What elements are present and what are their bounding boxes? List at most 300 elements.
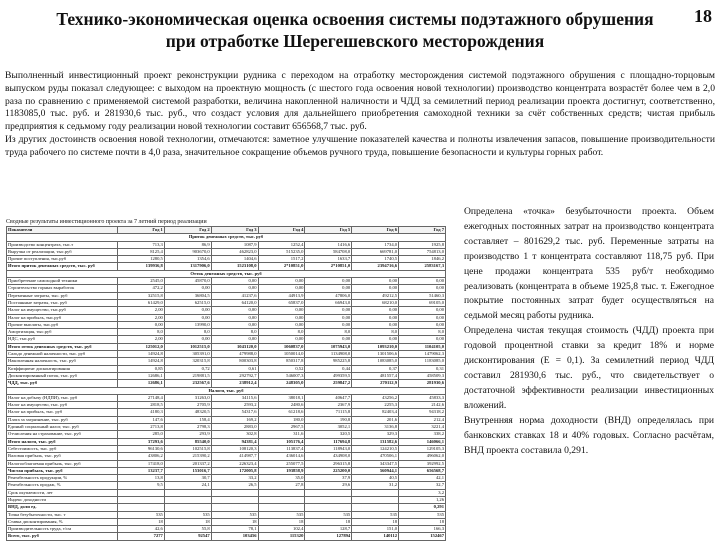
table-cell: 94318,2 [399, 409, 446, 416]
table-cell: Год 7 [399, 227, 446, 234]
table-cell: 0,00 [305, 307, 352, 314]
table-cell: 62515,0 [164, 299, 211, 306]
table-section-row [7, 234, 446, 241]
table-cell: 180,0 [258, 416, 305, 423]
table-cell: 1416,6 [305, 241, 352, 248]
table-cell: 12686,1 [118, 372, 165, 379]
table-row [7, 511, 446, 518]
table-cell: 238912,4 [211, 380, 258, 387]
table-row [7, 431, 446, 438]
table-cell: 0,00 [305, 285, 352, 292]
table-cell: 26,5 [211, 482, 258, 489]
table-cell: 0,00 [305, 321, 352, 328]
table-row-label: Итого налоги, тыс. руб [7, 438, 118, 445]
table-row-label: Налог на имущество, тыс. руб [7, 402, 118, 409]
table-row [7, 351, 446, 358]
table-row [7, 482, 446, 489]
table-cell: 0,00 [352, 336, 399, 343]
table-cell [352, 489, 399, 496]
table-section-title: Приток денежных средств, тыс. руб [7, 234, 446, 241]
table-row [7, 358, 446, 365]
table-cell: 0,00 [258, 307, 305, 314]
table-row [7, 518, 446, 525]
table-cell: 281930,6 [399, 380, 446, 387]
table-cell: 296315,8 [305, 460, 352, 467]
table-cell: 1523108,0 [211, 263, 258, 270]
table-cell: 43806,2 [118, 453, 165, 460]
table-cell: 462823,0 [211, 248, 258, 255]
table-cell: 32515,8 [118, 292, 165, 299]
table-cell: 1479062,3 [399, 351, 446, 358]
table-row-label: Постоянные затраты, тыс. руб [7, 299, 118, 306]
table-cell: 1404,6 [211, 256, 258, 263]
table-row-label: НДС, тыс.руб [7, 336, 118, 343]
table-cell: 1354,6 [164, 256, 211, 263]
table-row-label: ВНД, доли ед. [7, 504, 118, 511]
table-cell: 2713,8 [118, 424, 165, 431]
table-cell [305, 496, 352, 503]
table-row [7, 424, 446, 431]
table-cell: 24,1 [164, 482, 211, 489]
side-text [464, 205, 714, 458]
table-cell: 48320,5 [164, 409, 211, 416]
table-row [7, 256, 446, 263]
table-cell: 151,0 [352, 526, 399, 533]
table-cell: 31,2 [352, 482, 399, 489]
table-cell: 0,00 [399, 314, 446, 321]
table-cell: 125012,0 [118, 343, 165, 350]
table-cell: 13237,7 [118, 467, 165, 474]
table-cell: 0,44 [305, 365, 352, 372]
table-cell: 458509,3 [399, 372, 446, 379]
table-cell: 0,00 [164, 336, 211, 343]
table-cell: 33,2 [211, 475, 258, 482]
table-row-label: Чистая прибыль, тыс. руб [7, 467, 118, 474]
table-cell: 292792,7 [211, 372, 258, 379]
table-cell: 0,00 [352, 321, 399, 328]
table-cell: Год 2 [164, 227, 211, 234]
table-cell: 2705,9 [164, 402, 211, 409]
table-row-label: Строительство горных выработок [7, 285, 118, 292]
table-cell: 0,00 [352, 285, 399, 292]
table-row-label: Налог на прибыль, тыс. руб [7, 409, 118, 416]
table-cell: 3221,4 [399, 424, 446, 431]
intro-paragraph: Из других достоинств освоения новой технологии, отмечаются: заметное улучшение показателей качества и полноты извлечения запасов, повышение производительности труда рабочего по системе почти в 4,0 раза, значительное сокращение объемов ручного труда, повышение безопасности и культуры горных работ. [5, 133, 715, 158]
table-cell: 479988,0 [211, 351, 258, 358]
table-cell: 0,00 [399, 278, 446, 285]
table-cell: 226323,4 [211, 460, 258, 467]
table-cell: 414987,7 [211, 453, 258, 460]
table-cell: 153016,7 [164, 467, 211, 474]
table-cell: 560944,1 [352, 467, 399, 474]
table-row-label: ЧДД, тыс. руб [7, 380, 118, 387]
table-cell: 40,5 [352, 475, 399, 482]
table-cell: 64120,0 [211, 299, 258, 306]
table-row-label: Приобретение самоходной техники [7, 278, 118, 285]
table-row [7, 299, 446, 306]
table-cell: 41237,6 [211, 292, 258, 299]
table-cell: 32,7 [399, 482, 446, 489]
table-cell: 113837,4 [258, 445, 305, 452]
table-section-title: Отток денежных средств, тыс. руб [7, 270, 446, 277]
table-row-label: Налог на имущество, тыс.руб [7, 307, 118, 314]
table-cell: 158,4 [164, 416, 211, 423]
table-cell: 850317,8 [258, 358, 305, 365]
table-cell: 66943,0 [305, 299, 352, 306]
table-cell: 1083085,0 [352, 358, 399, 365]
table-cell: 434908,0 [305, 453, 352, 460]
table-cell: 1050014,0 [258, 351, 305, 358]
table-row [7, 314, 446, 321]
table-row [7, 292, 446, 299]
table-cell: 0,00 [305, 336, 352, 343]
table-cell: 1012515,0 [164, 343, 211, 350]
table-cell: 146066,1 [399, 438, 446, 445]
table-row-label: Рентабельность продаж, % [7, 482, 118, 489]
table-cell: 2394716,6 [352, 263, 399, 270]
table-cell: 0,00 [258, 278, 305, 285]
table-cell: 285,0 [118, 431, 165, 438]
table-cell: 2367,9 [305, 402, 352, 409]
table-cell: 92547 [164, 533, 211, 540]
table-cell: 117694,8 [305, 438, 352, 445]
table-cell: 68210,0 [352, 299, 399, 306]
table-row [7, 248, 446, 255]
table-cell: 311,6 [258, 431, 305, 438]
table-cell: 1846,2 [399, 256, 446, 263]
table-cell: 270112,9 [352, 380, 399, 387]
table-cell: 78,1 [211, 526, 258, 533]
table-cell: 44913,9 [258, 292, 305, 299]
table-cell: 38018,1 [258, 394, 305, 401]
table-header-row [7, 227, 446, 234]
table-cell: 103456 [211, 533, 258, 540]
table-cell: 13,8 [118, 475, 165, 482]
table-cell: 9,5 [118, 482, 165, 489]
table-row [7, 526, 446, 533]
table-cell: 2,00 [118, 307, 165, 314]
table-row [7, 278, 446, 285]
table-cell: 2883,0 [211, 424, 258, 431]
table-row [7, 416, 446, 423]
table-cell [211, 489, 258, 496]
table-cell: 1104105,0 [399, 343, 446, 350]
table-cell [118, 489, 165, 496]
table-cell: 535 [211, 511, 258, 518]
table-cell: 0,291 [399, 504, 446, 511]
table-row-label: Индекс доходности [7, 496, 118, 503]
table-cell: 54317,6 [211, 409, 258, 416]
table-cell: 1734,0 [352, 241, 399, 248]
table-cell: Год 6 [352, 227, 399, 234]
table-row-label: Коэффициент дисконтирования [7, 365, 118, 372]
table-cell: Год 3 [211, 227, 258, 234]
table-cell: 118943,0 [305, 445, 352, 452]
table-row-label: Себестоимость, тыс. руб [7, 445, 118, 452]
table-cell: 584708,0 [305, 248, 352, 255]
table-cell: 0,85 [118, 365, 165, 372]
table-cell: 1280,5 [118, 256, 165, 263]
table-cell: 0,00 [258, 321, 305, 328]
table-cell: 45870,0 [164, 278, 211, 285]
table-row [7, 438, 446, 445]
table-cell: 0,72 [164, 365, 211, 372]
table-cell: 65837,0 [258, 299, 305, 306]
table-cell: 61429,0 [118, 299, 165, 306]
table-cell: 255077,5 [258, 460, 305, 467]
table-cell: 12686,1 [118, 380, 165, 387]
table-cell: 470506,1 [352, 453, 399, 460]
table-row-label: Налог на прибыль, тыс.руб [7, 314, 118, 321]
table-row-label: Производительность труда, т/см [7, 526, 118, 533]
table-row-label: Отчисления на страхование, тыс. руб [7, 431, 118, 438]
table-cell: 248305,0 [258, 380, 305, 387]
table-cell: 0,00 [211, 285, 258, 292]
table-cell: 496062,0 [399, 453, 446, 460]
table-cell: 0,00 [399, 321, 446, 328]
table-cell: 259847,2 [305, 380, 352, 387]
table-row-label: Итого приток денежных средств, тыс. руб [7, 263, 118, 270]
table-cell: 127894 [305, 533, 352, 540]
table-cell: 37293,6 [118, 438, 165, 445]
table-cell: 535 [164, 511, 211, 518]
table-row [7, 394, 446, 401]
intro-paragraph: Выполненный инвестиционный проект реконструкции рудника с переходом на отработку месторождения системой подэтажного обрушения с площадно-торцовым выпуском руды показал следующее: с выходом на проектную мощность (с шестого года освоения новой технологии) производство концентрата возрастёт более чем в 2,0 раза по сравнению с применяемой системой разработки, величина накопленной наличности и ЧДД за семилетний период реализации проекта достигнут, соответственно, 1183085,0 тыс. руб. и 281930,6 тыс. руб., что создаст условия для дальнейшего приобретения самоходной техники за счёт собственных средств; чистая прибыль предприятия к седьмому году реализации новой технологии составит 656568,7 тыс. руб. [5, 70, 715, 133]
table-cell: 338,2 [399, 431, 446, 438]
table-cell: 1093210,0 [352, 343, 399, 350]
table-cell: 2967,5 [258, 424, 305, 431]
table-row [7, 489, 446, 496]
table-cell [305, 489, 352, 496]
table-cell: 2142,6 [399, 402, 446, 409]
table-cell: 2545,0 [118, 278, 165, 285]
table-row [7, 321, 446, 328]
table-cell: 754813,0 [399, 248, 446, 255]
table-row [7, 372, 446, 379]
table-cell: 86,9 [164, 241, 211, 248]
table-cell: 320,5 [305, 431, 352, 438]
table-cell: 2255,3 [352, 402, 399, 409]
table-cell: 656568,7 [399, 467, 446, 474]
table-cell: 35,0 [258, 475, 305, 482]
table-cell: 0,37 [352, 365, 399, 372]
table-section-row [7, 387, 446, 394]
table-row-label: Срок окупаемости, лет [7, 489, 118, 496]
table-row-label: Накопленная наличность, тыс. руб [7, 358, 118, 365]
table-cell: 669781,0 [352, 248, 399, 255]
table-section-row [7, 270, 446, 277]
table-cell: 0,00 [164, 307, 211, 314]
table-row [7, 496, 446, 503]
table-cell: 0,00 [399, 285, 446, 292]
table-cell: 140112 [352, 533, 399, 540]
table-row [7, 329, 446, 336]
table-row [7, 343, 446, 350]
table-cell: 69105,0 [399, 299, 446, 306]
table-cell [118, 496, 165, 503]
table-row [7, 380, 446, 387]
table-cell: 329,3 [352, 431, 399, 438]
table-cell: 55,8 [164, 526, 211, 533]
table-cell: 0,61 [211, 365, 258, 372]
table-cell [305, 504, 352, 511]
table-cell: 1134908,0 [305, 351, 352, 358]
table-cell: 61218,6 [258, 409, 305, 416]
table-cell: 124210,5 [352, 445, 399, 452]
table-cell: 51460,3 [399, 292, 446, 299]
table-cell: 232567,6 [164, 380, 211, 387]
table-cell: 31263,0 [164, 394, 211, 401]
table-cell: 8,0 [399, 329, 446, 336]
table-cell: 1043120,0 [211, 343, 258, 350]
table-cell: 1633,7 [305, 256, 352, 263]
side-paragraph: Определена «точка» безубыточности проекта. Объем ежегодных постоянных затрат на производство концентрата составляет – 801629,2 тыс. руб. Переменные затраты на производство 1 т концентрата составляют 118,75 руб. При цене продажи концентрата 535 руб/т необходимо реализовать (концентрата в объеме 1925,8 тыс. т. Ежегодное покрытие постоянных затрат будет осуществляться на седьмой месяц работы рудника. [464, 206, 714, 322]
table-cell: 166,3 [399, 526, 446, 533]
table-cell: 47806,0 [305, 292, 352, 299]
table-row [7, 402, 446, 409]
table-row-label: Плата за загрязнение, тыс. руб [7, 416, 118, 423]
table-cell: 193858,9 [258, 467, 305, 474]
table-cell: 128,7 [305, 526, 352, 533]
side-paragraph: Определена чистая текущая стоимость (ЧДД) проекта при годовой процентной ставки за кредит 18% и норме дисконтирования (Е = 0,1). За семилетний период ЧДД составил 281930,6 тыс. руб., что свидетельствует о достаточной эффективности реализации инвестиционных вложений. [464, 325, 714, 411]
table-cell: 3,2 [399, 489, 446, 496]
table-cell: 8,0 [211, 329, 258, 336]
table-cell: 49212,5 [352, 292, 399, 299]
table-cell: 903670,0 [164, 248, 211, 255]
table-row [7, 467, 446, 474]
table-cell: 305391,0 [164, 351, 211, 358]
table-row-label: Прочие выплаты, тыс.руб [7, 321, 118, 328]
table-cell: 535 [399, 511, 446, 518]
table-row [7, 263, 446, 270]
table-cell: 85540,0 [164, 438, 211, 445]
table-cell: 147,6 [118, 416, 165, 423]
table-cell: 2593,2 [211, 402, 258, 409]
table-cell: 45833,3 [399, 394, 446, 401]
table-cell: 30,7 [164, 475, 211, 482]
table-row-label: Налогооблагаемая прибыль, тыс. руб [7, 460, 118, 467]
table-cell [258, 504, 305, 511]
table-cell: 225200,0 [305, 467, 352, 474]
table-cell [258, 496, 305, 503]
table-row [7, 409, 446, 416]
table-cell: 172005,8 [211, 467, 258, 474]
table-section-title: Налоги, тыс. руб [7, 387, 446, 394]
table-row-label: Сальдо денежной наличности, тыс. руб [7, 351, 118, 358]
table-caption: Сводные результаты инвестиционного проекта за 7 летний период реализации [6, 219, 207, 225]
table-cell: 546007,3 [258, 372, 305, 379]
table-cell: 37,9 [305, 475, 352, 482]
table-cell: 219881,5 [164, 372, 211, 379]
table-cell: 499359,5 [305, 372, 352, 379]
table-cell: 1060837,0 [258, 343, 305, 350]
table-cell: 1925,8 [399, 241, 446, 248]
table-cell: 17418,0 [118, 460, 165, 467]
table-cell: 0,00 [399, 336, 446, 343]
table-cell [211, 496, 258, 503]
table-row-label: Производство концентрата, тыс.т [7, 241, 118, 248]
table-cell: 392992,5 [399, 460, 446, 467]
table-cell: 18 [399, 518, 446, 525]
table-cell: 201,6 [352, 416, 399, 423]
table-cell: 18 [211, 518, 258, 525]
table-cell [352, 496, 399, 503]
page-number: 18 [694, 6, 712, 26]
table-row [7, 475, 446, 482]
table-row [7, 307, 446, 314]
table-cell: Год 4 [258, 227, 305, 234]
table-cell: 190,8 [305, 416, 352, 423]
results-table-panel [6, 218, 446, 539]
table-cell [258, 489, 305, 496]
table-cell: 1087,9 [211, 241, 258, 248]
table-cell: 169,2 [211, 416, 258, 423]
table-cell: 0,00 [211, 314, 258, 321]
table-cell [164, 489, 211, 496]
table-cell: 985225,8 [305, 358, 352, 365]
table-cell: 152467 [399, 533, 446, 540]
table-cell: 102515,8 [164, 445, 211, 452]
table-cell: 535 [352, 511, 399, 518]
table-row [7, 365, 446, 372]
table-cell: 2583167,3 [399, 263, 446, 270]
table-cell: 3136,8 [352, 424, 399, 431]
table-cell: 94381,4 [211, 438, 258, 445]
table-cell: 215390,2 [164, 453, 211, 460]
table-cell: 0,00 [211, 307, 258, 314]
table-cell [118, 504, 165, 511]
table-cell: 3052,1 [305, 424, 352, 431]
table-cell: 96130,6 [118, 445, 165, 452]
table-cell: 1740,5 [352, 256, 399, 263]
table-cell: 481557,4 [352, 372, 399, 379]
table-row-label: Точка безубыточности, тыс. т [7, 511, 118, 518]
table-cell: 105176,4 [258, 438, 305, 445]
table-row [7, 336, 446, 343]
table-cell: 0,00 [211, 321, 258, 328]
table-cell: 535 [305, 511, 352, 518]
side-paragraph: Внутренняя норма доходности (ВНД) определялась при банковских ставках 18 и 40% годовых. Согласно расчётам, ВНД проекта составила 0,291. [464, 414, 714, 456]
table-row-label: Единый социальный налог, тыс. руб [7, 424, 118, 431]
table-row [7, 460, 446, 467]
table-cell: 131582,6 [352, 438, 399, 445]
table-row-label: Амортизация, тыс.руб [7, 329, 118, 336]
table-cell: 0,00 [258, 314, 305, 321]
table-cell: 7277 [118, 533, 165, 540]
table-cell: 0,00 [164, 314, 211, 321]
table-row [7, 533, 446, 540]
table-cell: 82403,4 [352, 409, 399, 416]
table-cell: 2818,5 [118, 402, 165, 409]
table-cell: 29,6 [305, 482, 352, 489]
table-cell: 129105,3 [399, 445, 446, 452]
table-cell: 0,00 [352, 314, 399, 321]
table-cell: 8,0 [258, 329, 305, 336]
table-row [7, 285, 446, 292]
table-cell: 27148,4 [118, 394, 165, 401]
table-cell: 2*10851,0 [258, 263, 305, 270]
table-cell: 2,00 [118, 336, 165, 343]
table-cell: 212,4 [399, 416, 446, 423]
table-cell: 8,0 [118, 329, 165, 336]
table-cell: 40647,7 [305, 394, 352, 401]
table-cell: 2,00 [118, 314, 165, 321]
table-cell: 0,00 [211, 278, 258, 285]
table-row-label: Всего, тыс. руб [7, 533, 118, 540]
table-cell: 108120,3 [211, 445, 258, 452]
table-row [7, 241, 446, 248]
table-cell: 71115,8 [305, 409, 352, 416]
